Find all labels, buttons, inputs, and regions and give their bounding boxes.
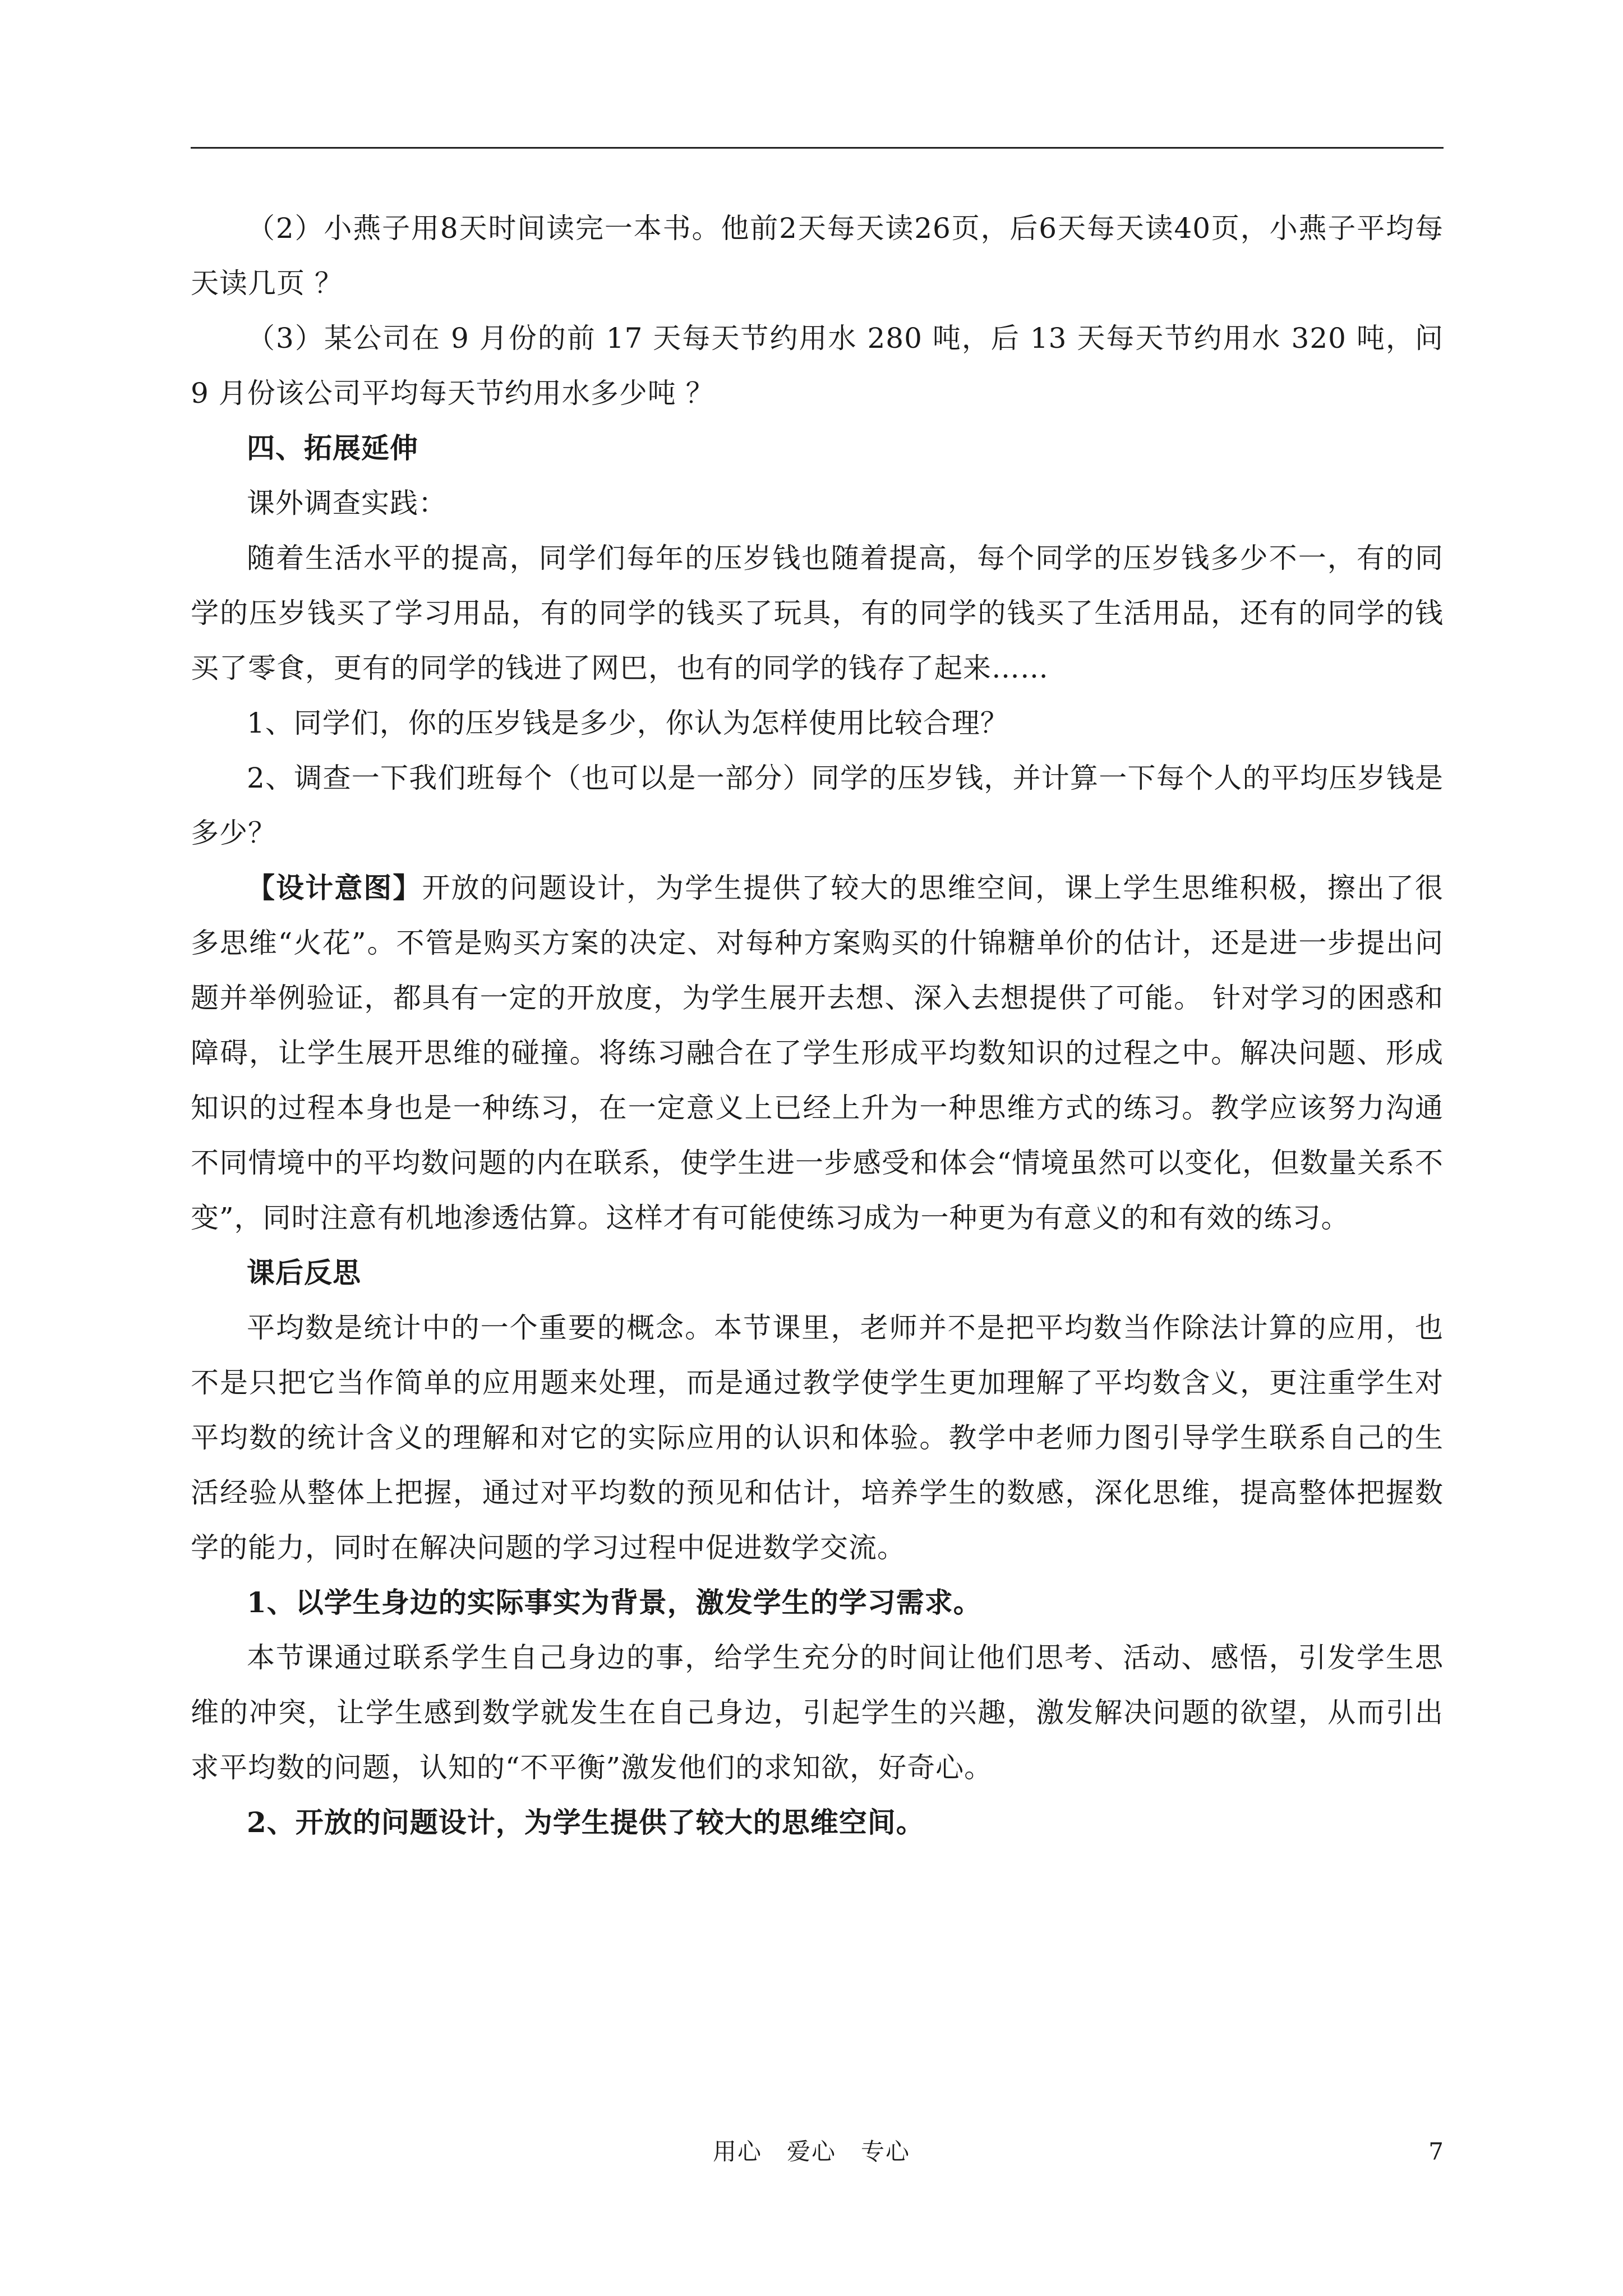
exercise-3-paragraph: （3）某公司在 9 月份的前 17 天每天节约用水 280 吨，后 13 天每天节约用水 320 吨，问 9 月份该公司平均每天节约用水多少吨 ？ [191,322,1444,409]
footer-motto: 用心 爱心 专心 [712,2138,910,2165]
page-number: 7 [1428,2138,1444,2165]
exercise-2-paragraph: （2）小燕子用8天时间读完一本书。他前2天每天读26页，后6天每天读40页，小燕子平均每天读几页 ？ [191,212,1444,300]
design-intent-paragraph [191,861,1444,1245]
question-2-paragraph: 2、调查一下我们班每个（也可以是一部分）同学的压岁钱，并计算一下每个人的平均压岁钱是多少？ [191,762,1444,849]
header-rule [191,147,1444,149]
question-1-paragraph: 1、同学们，你的压岁钱是多少，你认为怎样使用比较合理？ [247,707,1009,739]
reflection-point-2-heading: 2、开放的问题设计，为学生提供了较大的思维空间。 [247,1806,925,1839]
lucky-money-paragraph: 随着生活水平的提高，同学们每年的压岁钱也随着提高，每个同学的压岁钱多少不一，有的同学的压岁钱买了学习用品，有的同学的钱买了玩具，有的同学的钱买了生活用品，还有的同学的钱买了零食，更有的同学的钱进了网巴，也有的同学的钱存了起来…… [191,542,1444,684]
design-intent-text: 开放的问题设计，为学生提供了较大的思维空间，课上学生思维积极，擦出了很多思维“火花”。不管是购买方案的决定、对每种方案购买的什锦糖单价的估计，还是进一步提出问题并举例验证，都具有一定的开放度，为学生展开去想、深入去想提供了可能。 针对学习的困惑和障碍，让学生展开思维的碰撞。将练习融合在了学生形成平均数知识的过程之中。解决问题、形成知识的过程本身也是一种练习，在一定意义上已经上升为一种思维方式的练习。教学应该努力沟通不同情境中的平均数问题的内在联系，使学生进一步感受和体会“情境虽然可以变化，但数量关系不变”，同时注意有机地渗透估算。这样才有可能使练习成为一种更为有意义的和有效的练习。 [191,872,1444,1234]
section-heading-reflection: 课后反思 [247,1256,361,1289]
design-intent-label: 【设计意图】 [247,871,422,904]
document-body [191,201,1444,1850]
reflection-paragraph: 平均数是统计中的一个重要的概念。本节课里，老师并不是把平均数当作除法计算的应用，也不是只把它当作简单的应用题来处理，而是通过教学使学生更加理解了平均数含义，更注重学生对平均数的统计含义的理解和对它的实际应用的认识和体验。教学中老师力图引导学生联系自己的生活经验从整体上把握，通过对平均数的预见和估计，培养学生的数感，深化思维，提高整体把握数学的能力，同时在解决问题的学习过程中促进数学交流。 [191,1312,1444,1564]
reflection-point-1-paragraph: 本节课通过联系学生自己身边的事，给学生充分的时间让他们思考、活动、感悟，引发学生思维的冲突，让学生感到数学就发生在自己身边，引起学生的兴趣，激发解决问题的欲望，从而引出求平均数的问题，认知的“不平衡”激发他们的求知欲，好奇心。 [191,1641,1444,1784]
reflection-point-1-heading: 1、以学生身边的实际事实为背景，激发学生的学习需求。 [247,1586,982,1619]
survey-practice-label: 课外调查实践： [247,487,447,519]
section-heading-extension: 四、拓展延伸 [247,431,418,464]
